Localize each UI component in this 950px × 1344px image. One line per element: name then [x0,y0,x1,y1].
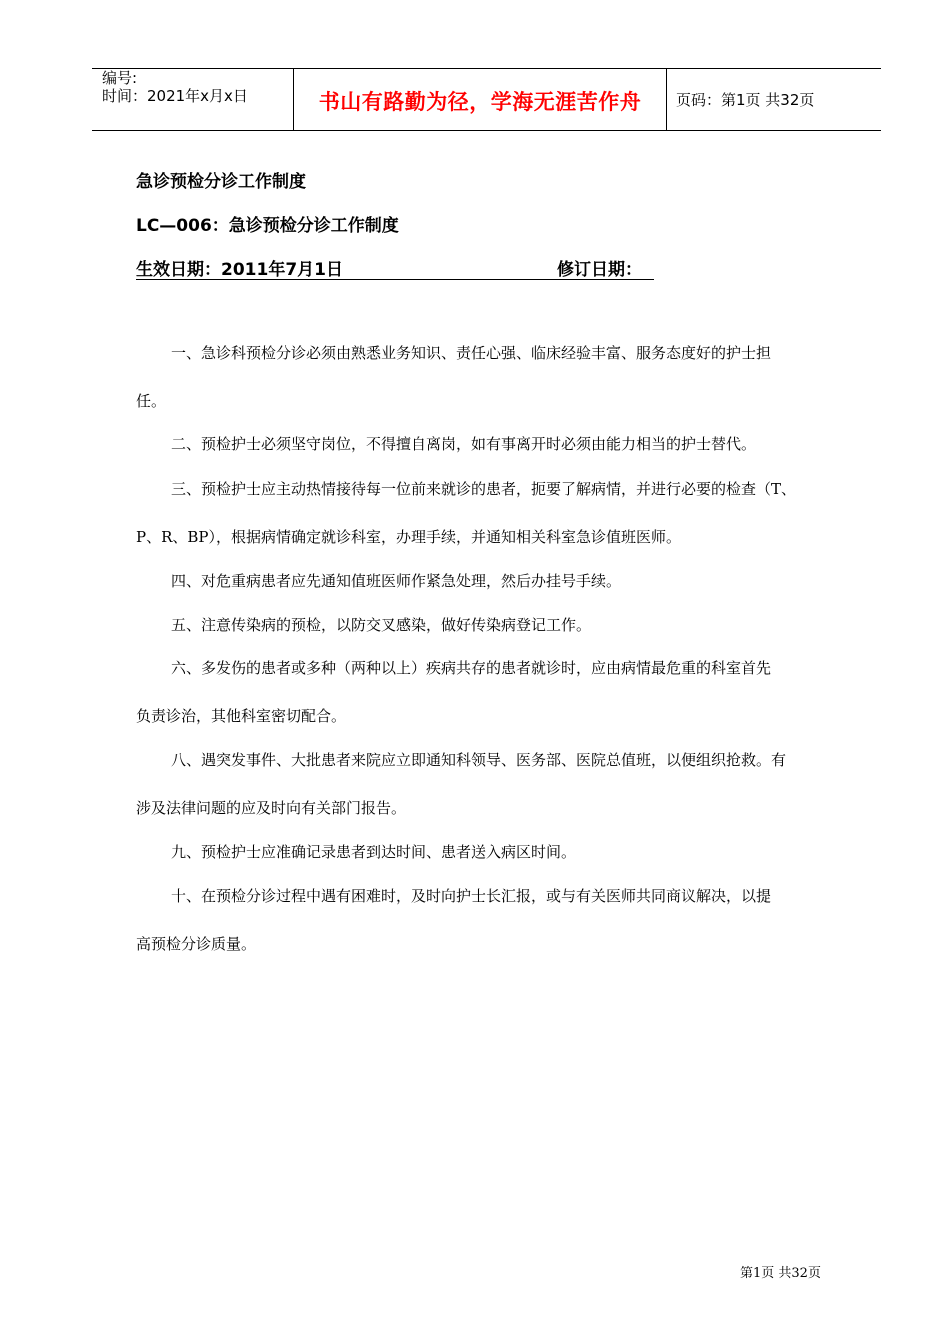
paragraph-8-continued: 涉及法律问题的应及时向有关部门报告。 [136,799,407,817]
paragraph-3: 三、预检护士应主动热情接待每一位前来就诊的患者，扼要了解病情，并进行必要的检查（T、 [171,480,797,498]
paragraph-5: 五、注意传染病的预检，以防交叉感染，做好传染病登记工作。 [171,616,592,634]
paragraph-10-continued: 高预检分诊质量。 [136,935,257,953]
header-motto-cell [293,69,667,130]
date-line [136,255,654,280]
paragraph-9: 九、预检护士应准确记录患者到达时间、患者送入病区时间。 [171,843,577,861]
header-info-cell [92,69,292,130]
document-title: 急诊预检分诊工作制度 [136,172,306,192]
paragraph-6: 六、多发伤的患者或多种（两种以上）疾病共存的患者就诊时，应由病情最危重的科室首先 [171,659,772,677]
header-motto: 书山有路勤为径，学海无涯苦作舟 [318,90,642,114]
header-page-cell [666,69,881,130]
paragraph-1: 一、急诊科预检分诊必须由熟悉业务知识、责任心强、临床经验丰富、服务态度好的护士担 [171,344,772,362]
paragraph-8: 八、遇突发事件、大批患者来院应立即通知科领导、医务部、医院总值班，以便组织抢救。有 [171,751,787,769]
paragraph-6-continued: 负责诊治，其他科室密切配合。 [136,707,347,725]
revision-date: 修订日期： [557,260,642,280]
document-time-label: 时间：2021年x月x日 [102,87,248,105]
document-code-label: 编号: [102,69,138,87]
document-code-title: LC—006：急诊预检分诊工作制度 [136,216,399,236]
header-page-number: 页码：第1页 共32页 [676,91,815,109]
paragraph-1-continued: 任。 [136,392,167,410]
paragraph-10: 十、在预检分诊过程中遇有困难时，及时向护士长汇报，或与有关医师共同商议解决，以提 [171,887,772,905]
paragraph-3-continued: P、R、BP），根据病情确定就诊科室，办理手续，并通知相关科室急诊值班医师。 [136,528,682,546]
paragraph-2: 二、预检护士必须坚守岗位，不得擅自离岗，如有事离开时必须由能力相当的护士替代。 [171,435,757,453]
page-footer: 第1页 共32页 [740,1266,821,1281]
effective-date: 生效日期：2011年7月1日 [136,260,343,280]
paragraph-4: 四、对危重病患者应先通知值班医师作紧急处理，然后办挂号手续。 [171,572,622,590]
page-header [92,68,881,131]
